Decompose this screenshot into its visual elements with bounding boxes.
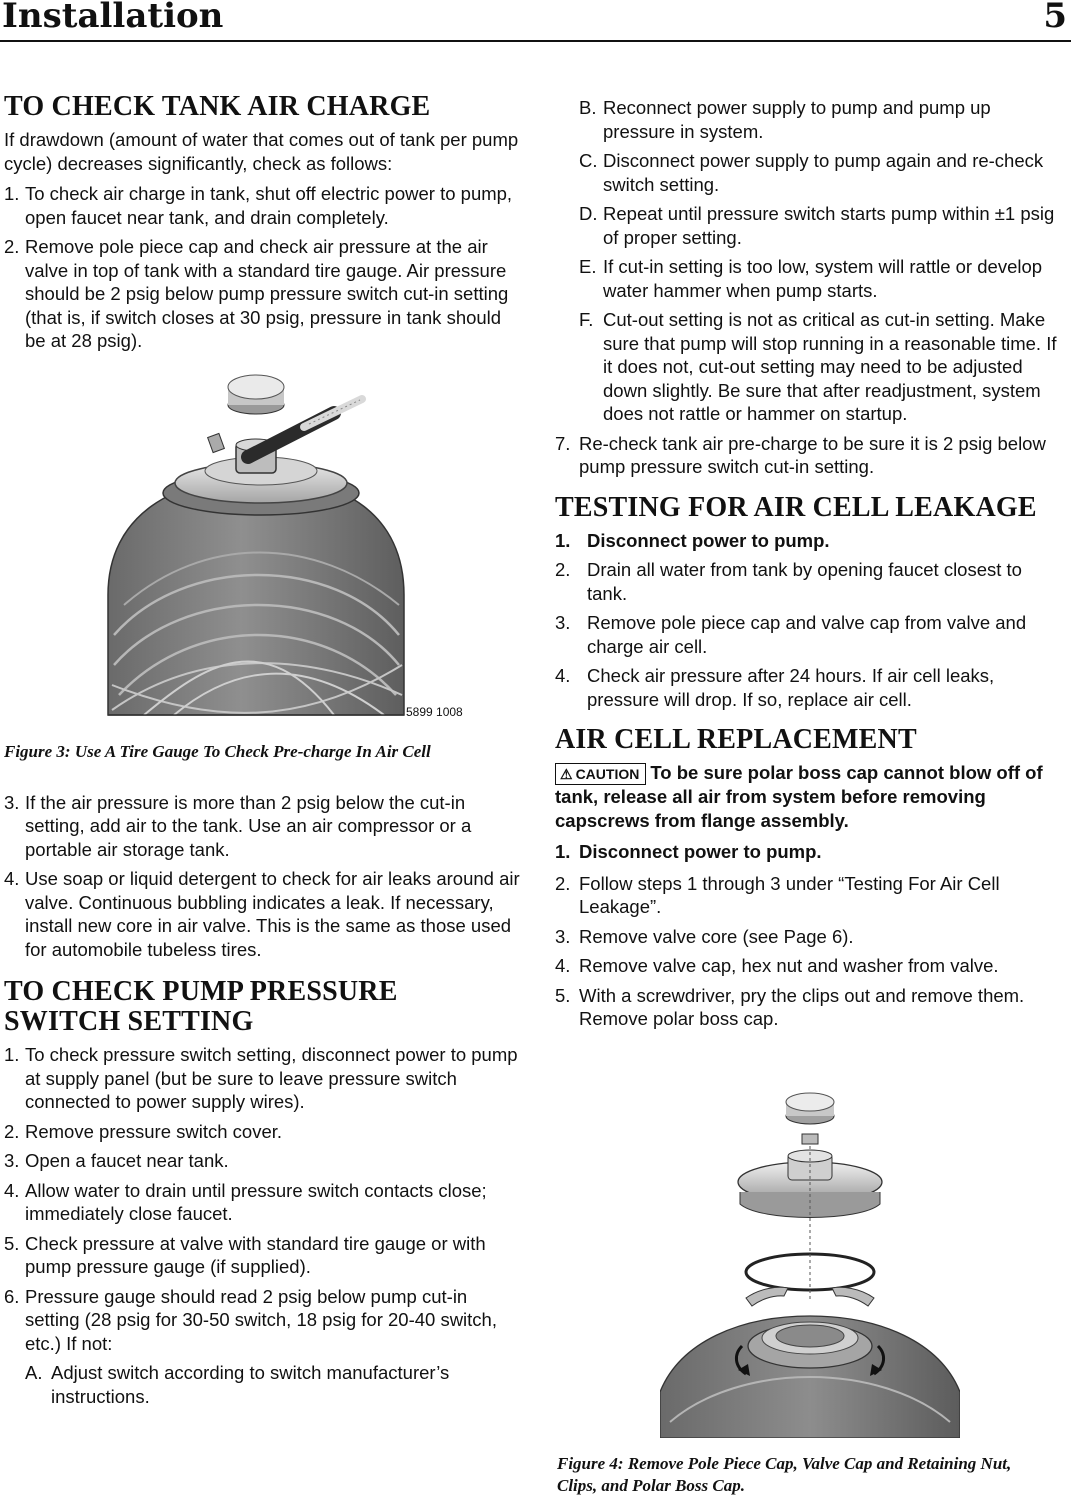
section-heading-air-cell-leakage: TESTING FOR AIR CELL LEAKAGE	[555, 491, 1037, 523]
section-heading-check-tank-air-charge: TO CHECK TANK AIR CHARGE	[4, 91, 431, 122]
list-item: 4. Allow water to drain until pressure switch contacts close; immediately close faucet.	[4, 1179, 487, 1224]
sub-list-item: E. If cut-in setting is too low, system will rattle or develop water hammer when pump starts.	[579, 256, 1043, 301]
list-item: 7. Re-check tank air pre-charge to be sure it is 2 psig below pump pressure switch cut-in setting.	[555, 432, 1046, 477]
list-item: 1. To check air charge in tank, shut off electric power to pump, open faucet near tank, and drain completely.	[4, 183, 513, 228]
figure-3-tank-tire-gauge	[4, 365, 520, 737]
list-item: 1. Disconnect power to pump.	[555, 529, 830, 551]
list-item: 4. Remove valve cap, hex nut and washer from valve.	[555, 955, 999, 976]
list-item: 6. Pressure gauge should read 2 psig below pump cut-in setting (28 psig for 30-50 switch, 18 psig for 20-40 switch, etc.) If not:	[4, 1285, 497, 1354]
sub-list-item: A. Adjust switch according to switch manufacturer’s instructions.	[25, 1362, 450, 1407]
sub-list-item: F. Cut-out setting is not as critical as cut-in setting. Make sure that pump will stop running in a reasonable time. If it does not, cut-out setting may need to be adjusted down slightly. Be sure that after readjustment, system does not rattle or hammer on startup.	[579, 309, 1057, 424]
list-item: 2. Remove pole piece cap and check air pressure at the air valve in top of tank with a standard tire gauge. Air pressure should be 2 psig below pump pressure switch cut-in setting (that is, if switch closes at 30 psig, pressure in tank should be at 28 psig).	[4, 236, 509, 351]
list-item: 5. With a screwdriver, pry the clips out and remove them. Remove polar boss cap.	[555, 984, 1025, 1029]
list-item: 3. Open a faucet near tank.	[4, 1150, 229, 1171]
list-item: 1. To check pressure switch setting, disconnect power to pump at supply panel (but be sure to leave pressure switch connected to power supply wires).	[4, 1044, 518, 1112]
left-column	[4, 92, 520, 1414]
section-heading-air-cell-replacement: AIR CELL REPLACEMENT	[555, 724, 917, 755]
list-item: 1. Disconnect power to pump.	[555, 841, 822, 862]
caution-paragraph: ⚠ CAUTION To be sure polar boss cap cannot blow off of tank, release all air from system before removing capscrews from flange assembly.	[555, 762, 1043, 831]
caution-badge: ⚠ CAUTION	[555, 763, 646, 785]
sub-list-item: D. Repeat until pressure switch starts pump within ±1 psig of proper setting.	[579, 203, 1055, 248]
page-title: Installation	[2, 0, 224, 36]
exploded-view-illustration	[660, 1092, 960, 1438]
list-item: 5. Check pressure at valve with standard tire gauge or with pump pressure gauge (if supplied).	[4, 1232, 486, 1277]
page-header	[0, 0, 1071, 42]
intro-paragraph: If drawdown (amount of water that comes out of tank per pump cycle) decreases significantly, check as follows:	[4, 129, 519, 174]
section-heading-check-pump-pressure: TO CHECK PUMP PRESSURE SWITCH SETTING	[4, 976, 398, 1037]
sub-list-item: B. Reconnect power supply to pump and pump up pressure in system.	[579, 97, 991, 142]
figure-code: 5899 1008	[406, 704, 463, 719]
list-item: 2. Follow steps 1 through 3 under “Testing For Air Cell Leakage”.	[555, 872, 1000, 917]
tank-illustration	[4, 365, 520, 737]
warning-icon: ⚠	[560, 766, 573, 782]
list-item: 3. Remove valve core (see Page 6).	[555, 925, 854, 947]
list-item: 4. Use soap or liquid detergent to check for air leaks around air valve. Continuous bubbling indicates a leak. If necessary, install new core in air valve. This is the same as those used for automobile tubeless tires.	[4, 868, 520, 960]
figure-4-exploded-polar-boss	[660, 1092, 960, 1438]
list-item: 2. Remove pressure switch cover.	[4, 1120, 283, 1142]
figure-3-caption: Figure 3: Use A Tire Gauge To Check Pre-charge In Air Cell	[4, 741, 431, 761]
page-number: 5	[1043, 0, 1067, 36]
list-item: 3. Remove pole piece cap and valve cap from valve and charge air cell.	[555, 612, 1027, 657]
list-item: 3. If the air pressure is more than 2 psig below the cut-in setting, add air to the tank. Use an air compressor or a portable air storage tank.	[4, 791, 472, 860]
right-column	[555, 96, 1067, 1037]
list-item: 2. Drain all water from tank by opening faucet closest to tank.	[555, 559, 1022, 604]
list-item: 4. Check air pressure after 24 hours. If air cell leaks, pressure will drop. If so, replace air cell.	[555, 665, 995, 710]
figure-4-caption: Figure 4: Remove Pole Piece Cap, Valve Cap and Retaining Nut, Clips, and Polar Boss Cap.	[557, 1454, 1012, 1495]
header-rule	[0, 40, 1071, 42]
sub-list-item: C. Disconnect power supply to pump again and re-check switch setting.	[579, 150, 1044, 195]
